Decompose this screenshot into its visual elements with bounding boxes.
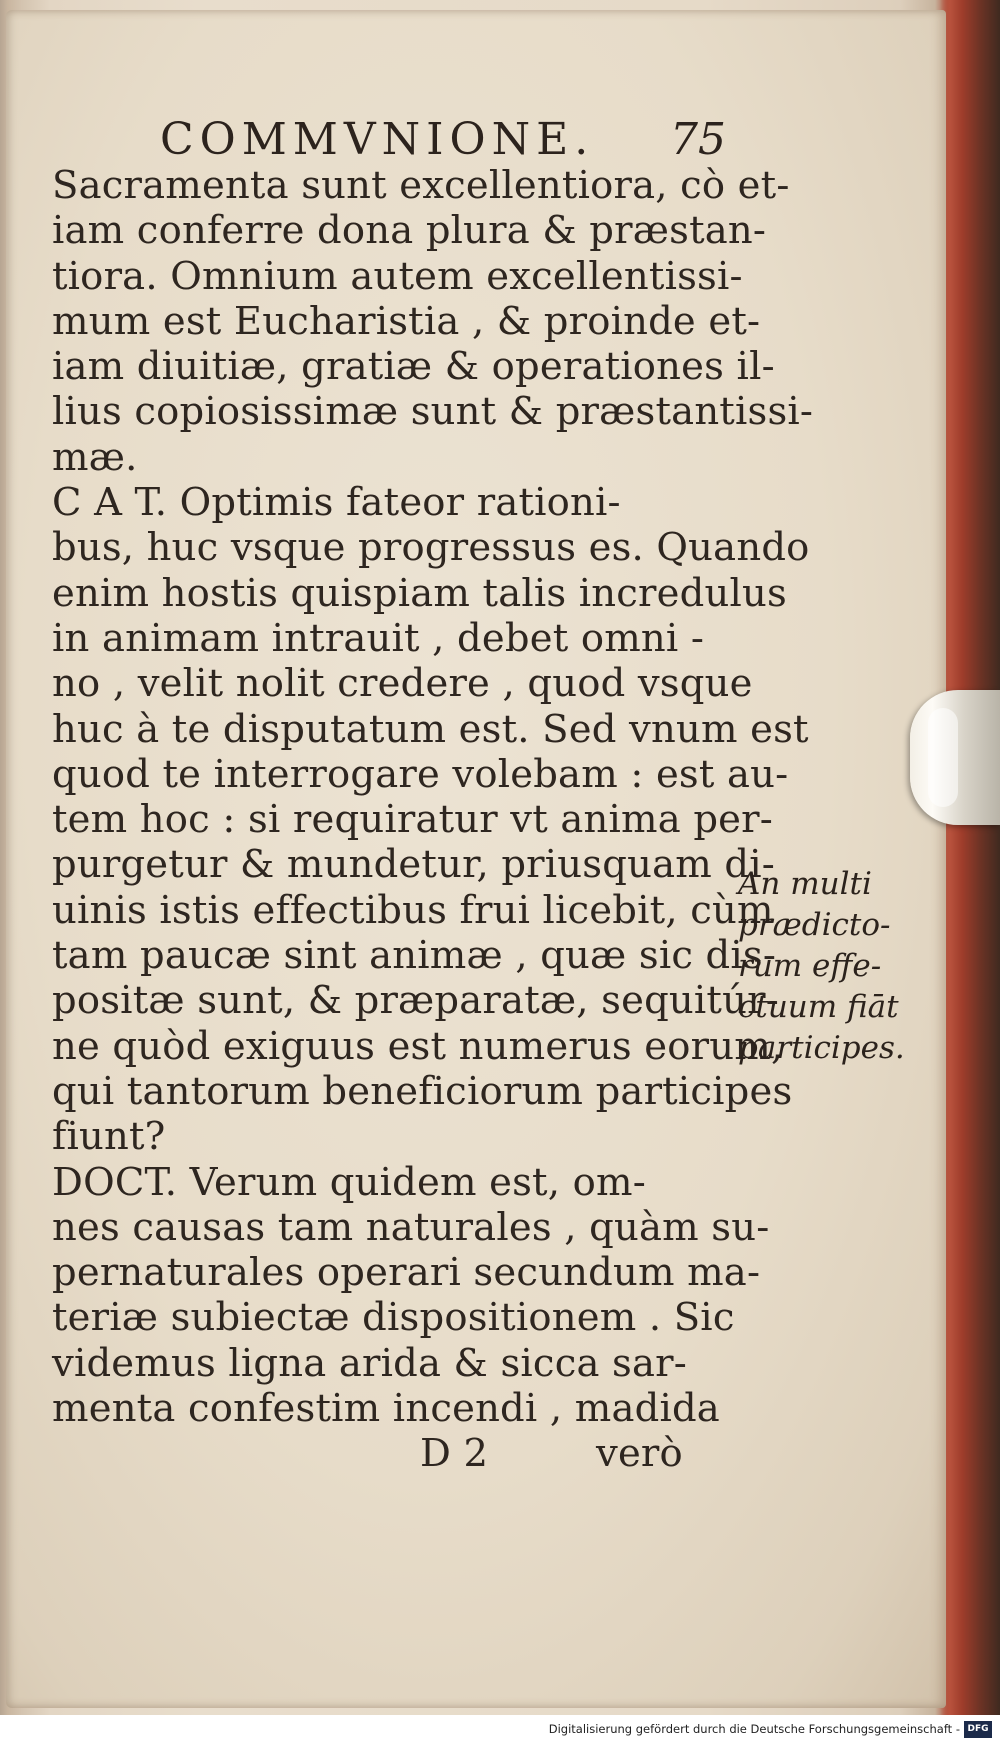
- text-line: tem hoc : si requiratur vt anima per-: [52, 797, 773, 843]
- text-line: teriæ subiectæ dispositionem . Sic: [52, 1295, 735, 1341]
- margin-line: rum effe-: [738, 948, 882, 984]
- text-line: menta confestim incendi , madida: [52, 1386, 720, 1432]
- text-line: enim hostis quispiam talis incredulus: [52, 570, 787, 616]
- text-line: positæ sunt, & præparatæ, sequitúr-: [52, 978, 779, 1024]
- text-line: no , velit nolit credere , quod vsque: [52, 661, 753, 707]
- text-line: C A T. Optimis fateor rationi-: [52, 480, 621, 526]
- text-line: videmus ligna arida & sicca sar-: [52, 1340, 687, 1386]
- text-line: mæ.: [52, 434, 138, 480]
- text-line: tiora. Omnium autem excellentissi-: [52, 253, 743, 299]
- catchword: verò: [596, 1431, 683, 1477]
- dfg-logo: DFG: [964, 1721, 992, 1738]
- book-edge: [940, 0, 1000, 1715]
- text-line: DOCT. Verum quidem est, om-: [52, 1159, 646, 1205]
- funding-credit: Digitalisierung gefördert durch die Deutsche Forschungsgemeinschaft -: [548, 1722, 960, 1736]
- text-line: nes causas tam naturales , quàm su-: [52, 1204, 770, 1250]
- clasp: [910, 690, 1000, 825]
- page-number: 75: [670, 114, 726, 165]
- margin-line: participes.: [738, 1030, 905, 1066]
- text-line: Sacramenta sunt excellentiora, cò et-: [52, 163, 790, 208]
- text-line: bus, huc vsque progressus es. Quando: [52, 525, 810, 571]
- signature-mark: D 2: [420, 1431, 489, 1477]
- text-line: fiunt?: [52, 1114, 166, 1160]
- catchline: [52, 1431, 752, 1476]
- running-head: [160, 110, 726, 170]
- text-line: mum est Eucharistia , & proinde et-: [52, 298, 761, 344]
- text-line: tam paucæ sint animæ , quæ sic dis-: [52, 933, 777, 979]
- text-line: lius copiosissimæ sunt & præstantissi-: [52, 389, 814, 435]
- marginal-note: [738, 864, 908, 1069]
- margin-line: ctuum fiāt: [738, 989, 899, 1025]
- text-line: quod te interrogare volebam : est au-: [52, 751, 789, 797]
- text-line: purgetur & mundetur, priusquam di-: [52, 842, 775, 888]
- text-line: huc à te disputatum est. Sed vnum est: [52, 706, 809, 752]
- running-head-title: COMMVNIONE.: [160, 114, 595, 165]
- margin-line: prædicto-: [738, 907, 891, 943]
- text-line: uinis istis effectibus frui licebit, cùm: [52, 887, 774, 933]
- text-line: qui tantorum beneficiorum participes: [52, 1068, 793, 1114]
- margin-line: An multi: [738, 866, 872, 902]
- text-line: in animam intrauit , debet omni -: [52, 615, 705, 661]
- text-line: iam diuitiæ, gratiæ & operationes il-: [52, 344, 775, 390]
- text-line: ne quòd exiguus est numerus eorum,: [52, 1023, 784, 1069]
- text-line: pernaturales operari secundum ma-: [52, 1250, 761, 1296]
- text-line: iam conferre dona plura & præstan-: [52, 208, 767, 254]
